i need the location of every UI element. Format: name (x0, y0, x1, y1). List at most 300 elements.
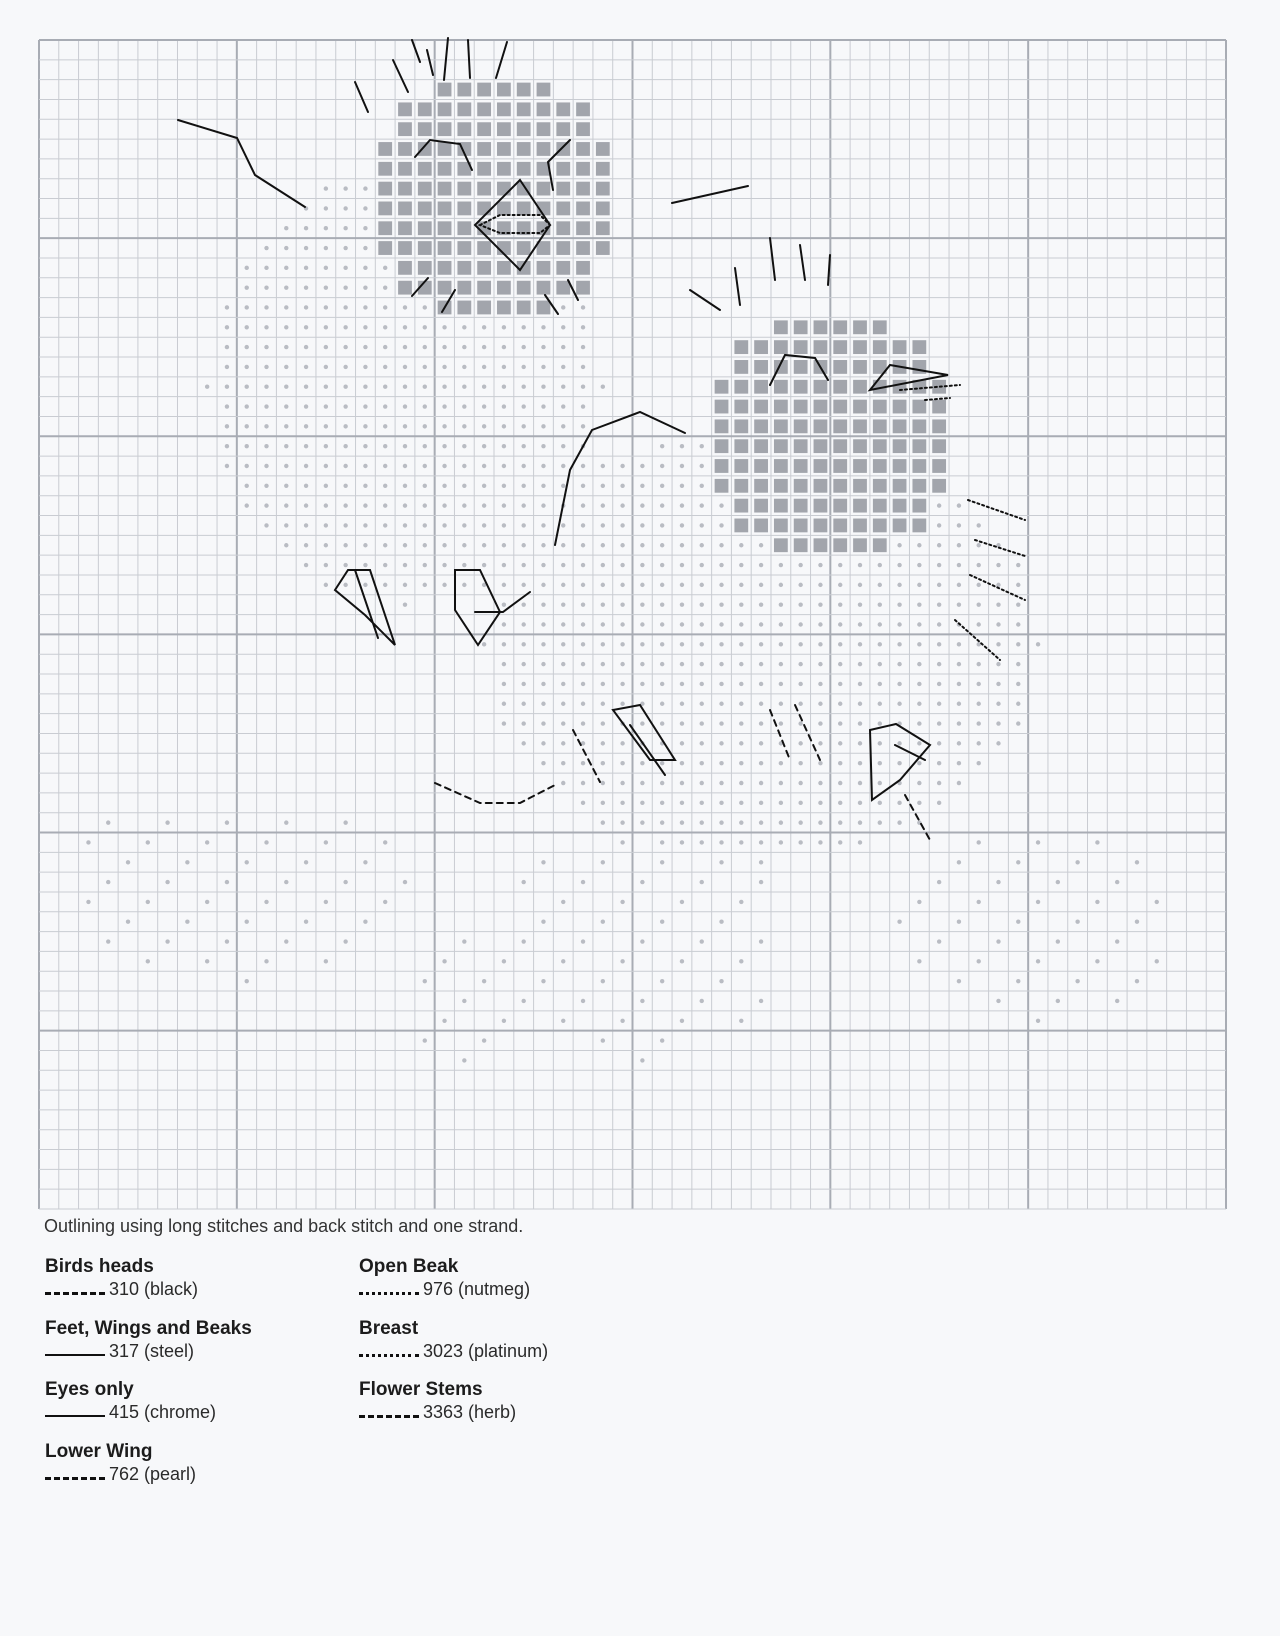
stitch-dot (719, 523, 723, 527)
stitch-dot (581, 721, 585, 725)
stitch-dot (937, 622, 941, 626)
stitch-dot (324, 266, 328, 270)
stitch-square (497, 142, 511, 156)
stitch-dot (502, 484, 506, 488)
stitch-square (537, 102, 551, 116)
stitch-dot (640, 464, 644, 468)
stitch-dot (798, 602, 802, 606)
stitch-square (715, 400, 729, 414)
stitch-dot (957, 721, 961, 725)
stitch-square (477, 261, 491, 275)
stitch-dot (1056, 999, 1060, 1003)
stitch-dot (423, 484, 427, 488)
stitch-dot (937, 682, 941, 686)
stitch-dot (640, 721, 644, 725)
stitch-dot (324, 285, 328, 289)
stitch-square (378, 221, 392, 235)
stitch-square (932, 400, 946, 414)
stitch-dot (363, 186, 367, 190)
stitch-dot (739, 801, 743, 805)
stitch-dot (759, 642, 763, 646)
stitch-dot (146, 900, 150, 904)
stitch-dot (225, 424, 229, 428)
stitch-dot (858, 662, 862, 666)
stitch-dot (937, 801, 941, 805)
stitch-dot (739, 602, 743, 606)
stitch-dot (264, 523, 268, 527)
stitch-dot (977, 622, 981, 626)
stitch-square (814, 459, 828, 473)
stitch-dot (996, 880, 1000, 884)
stitch-dot (897, 563, 901, 567)
backstitch-line (955, 500, 1025, 660)
stitch-dot (541, 325, 545, 329)
stitch-dot (581, 642, 585, 646)
stitch-dot (126, 860, 130, 864)
stitch-dot (343, 583, 347, 587)
stitch-dot (1095, 840, 1099, 844)
stitch-dot (878, 642, 882, 646)
stitch-square (814, 499, 828, 513)
stitch-dot (620, 741, 624, 745)
stitch-dot (561, 1019, 565, 1023)
stitch-dot (601, 583, 605, 587)
stitch-dot (759, 999, 763, 1003)
stitch-dot (521, 999, 525, 1003)
stitch-dot (640, 563, 644, 567)
stitch-dot (878, 682, 882, 686)
stitch-dot (561, 365, 565, 369)
stitch-dot (423, 345, 427, 349)
stitch-dot (561, 781, 565, 785)
stitch-square (873, 519, 887, 533)
stitch-dot (284, 444, 288, 448)
stitch-dot (482, 365, 486, 369)
stitch-square (556, 182, 570, 196)
stitch-square (418, 202, 432, 216)
stitch-dot (324, 840, 328, 844)
stitch-dot (897, 820, 901, 824)
stitch-dot (581, 583, 585, 587)
stitch-dot (363, 305, 367, 309)
stitch-dot (838, 721, 842, 725)
stitch-dot (739, 622, 743, 626)
stitch-dot (185, 860, 189, 864)
stitch-dot (383, 305, 387, 309)
stitch-dot (561, 702, 565, 706)
stitch-dot (620, 781, 624, 785)
stitch-dot (521, 721, 525, 725)
stitch-dot (878, 662, 882, 666)
stitch-dot (502, 503, 506, 507)
stitch-dot (640, 682, 644, 686)
stitch-square (596, 202, 610, 216)
stitch-dot (601, 682, 605, 686)
stitch-square (794, 519, 808, 533)
stitch-dot (462, 365, 466, 369)
stitch-dot (977, 741, 981, 745)
stitch-dot (917, 781, 921, 785)
stitch-square (517, 102, 531, 116)
stitch-dot (363, 503, 367, 507)
stitch-dot (442, 325, 446, 329)
stitch-square (873, 439, 887, 453)
stitch-dot (798, 583, 802, 587)
stitch-dot (818, 840, 822, 844)
stitch-dot (977, 721, 981, 725)
stitch-dot (739, 702, 743, 706)
stitch-dot (324, 226, 328, 230)
stitch-square (794, 320, 808, 334)
stitch-square (774, 459, 788, 473)
stitch-dot (541, 602, 545, 606)
stitch-dot (1135, 920, 1139, 924)
stitch-square (734, 419, 748, 433)
stitch-dot (660, 840, 664, 844)
stitch-dot (581, 801, 585, 805)
stitch-dot (977, 602, 981, 606)
stitch-dot (502, 721, 506, 725)
stitch-square (398, 261, 412, 275)
stitch-square (556, 122, 570, 136)
stitch-dot (818, 761, 822, 765)
stitch-dot (343, 503, 347, 507)
stitch-dot (343, 424, 347, 428)
stitch-square (774, 380, 788, 394)
stitch-dot (937, 662, 941, 666)
stitch-dot (858, 741, 862, 745)
stitch-square (576, 182, 590, 196)
stitch-square (912, 459, 926, 473)
stitch-dot (660, 563, 664, 567)
stitch-dot (779, 583, 783, 587)
stitch-dot (700, 702, 704, 706)
stitch-dot (739, 642, 743, 646)
stitch-dot (304, 325, 308, 329)
stitch-dot (858, 682, 862, 686)
stitch-square (794, 538, 808, 552)
stitch-dot (383, 345, 387, 349)
stitch-dot (423, 1038, 427, 1042)
stitch-square (814, 519, 828, 533)
stitch-dot (700, 682, 704, 686)
stitch-dot (798, 840, 802, 844)
stitch-square (794, 380, 808, 394)
stitch-dot (561, 444, 565, 448)
stitch-dot (225, 464, 229, 468)
stitch-dot (858, 702, 862, 706)
stitch-dot (957, 979, 961, 983)
stitch-square (398, 182, 412, 196)
stitch-square (853, 439, 867, 453)
stitch-dot (541, 424, 545, 428)
stitch-dot (423, 503, 427, 507)
stitch-square (477, 142, 491, 156)
stitch-dot (660, 781, 664, 785)
stitch-square (596, 241, 610, 255)
stitch-dot (284, 365, 288, 369)
stitch-square (853, 340, 867, 354)
stitch-square (378, 162, 392, 176)
stitch-dot (581, 662, 585, 666)
stitch-dot (1075, 920, 1079, 924)
stitch-dot (739, 662, 743, 666)
stitch-dot (1115, 939, 1119, 943)
stitch-dot (561, 602, 565, 606)
dotted-line-icon (359, 1292, 419, 1295)
stitch-dot (561, 900, 565, 904)
stitch-dot (324, 523, 328, 527)
stitch-dot (680, 900, 684, 904)
stitch-dot (620, 1019, 624, 1023)
stitch-dot (779, 721, 783, 725)
legend-title: Breast (359, 1318, 419, 1339)
stitch-dot (700, 563, 704, 567)
stitch-dot (957, 860, 961, 864)
stitch-dot (245, 464, 249, 468)
stitch-dot (700, 523, 704, 527)
stitch-dot (264, 385, 268, 389)
stitch-dot (878, 563, 882, 567)
stitch-dot (680, 543, 684, 547)
stitch-dot (719, 622, 723, 626)
stitch-square (517, 301, 531, 315)
stitch-square (853, 459, 867, 473)
solid-line-icon (45, 1354, 105, 1356)
stitch-square (418, 102, 432, 116)
stitch-square (873, 419, 887, 433)
stitch-dot (284, 325, 288, 329)
stitch-dot (363, 583, 367, 587)
stitch-dot (521, 642, 525, 646)
stitch-dot (660, 761, 664, 765)
stitch-square (457, 301, 471, 315)
stitch-square (833, 538, 847, 552)
stitch-square (457, 261, 471, 275)
stitch-square (517, 162, 531, 176)
solid-line-icon (45, 1415, 105, 1417)
stitch-dot (482, 484, 486, 488)
stitch-dot (957, 642, 961, 646)
stitch-dot (245, 325, 249, 329)
stitch-square (576, 281, 590, 295)
stitch-dot (937, 503, 941, 507)
stitch-square (477, 281, 491, 295)
stitch-square (774, 499, 788, 513)
stitch-dot (779, 840, 783, 844)
stitch-dot (284, 464, 288, 468)
stitch-square (833, 340, 847, 354)
stitch-dot (521, 523, 525, 527)
stitch-dot (284, 543, 288, 547)
stitch-dot (363, 920, 367, 924)
stitch-dot (581, 385, 585, 389)
stitch-square (497, 261, 511, 275)
stitch-square (774, 400, 788, 414)
stitch-dot (324, 365, 328, 369)
stitch-dot (462, 404, 466, 408)
stitch-dot (502, 583, 506, 587)
stitch-dot (937, 761, 941, 765)
stitch-dot (363, 543, 367, 547)
stitch-square (497, 83, 511, 97)
stitch-square (893, 400, 907, 414)
stitch-square (556, 162, 570, 176)
stitch-square (873, 340, 887, 354)
stitch-dot (680, 622, 684, 626)
stitch-square (517, 122, 531, 136)
stitch-square (754, 519, 768, 533)
stitch-dot (264, 444, 268, 448)
stitch-dot (897, 583, 901, 587)
legend-title: Flower Stems (359, 1379, 483, 1400)
backstitch-line (555, 412, 685, 545)
stitch-dot (640, 662, 644, 666)
stitch-dot (304, 563, 308, 567)
stitch-dot (700, 662, 704, 666)
stitch-dot (205, 385, 209, 389)
stitch-dot (581, 325, 585, 329)
legend-thread: 317 (steel) (109, 1341, 195, 1361)
stitch-dot (482, 424, 486, 428)
stitch-dot (700, 464, 704, 468)
stitch-dot (581, 682, 585, 686)
stitch-dot (818, 583, 822, 587)
stitch-square (754, 419, 768, 433)
stitch-dot (719, 820, 723, 824)
stitch-dot (719, 761, 723, 765)
stitch-dot (739, 1019, 743, 1023)
stitch-dot (521, 622, 525, 626)
stitch-dot (324, 206, 328, 210)
stitch-dot (878, 622, 882, 626)
stitch-dot (383, 543, 387, 547)
stitch-dot (660, 543, 664, 547)
stitch-square (774, 479, 788, 493)
stitch-dot (383, 900, 387, 904)
stitch-dot (601, 563, 605, 567)
stitch-dot (581, 464, 585, 468)
stitch-dot (660, 622, 664, 626)
stitch-dot (640, 801, 644, 805)
stitch-dot (917, 583, 921, 587)
stitch-dot (759, 880, 763, 884)
stitch-square (497, 162, 511, 176)
stitch-square (754, 479, 768, 493)
stitch-dot (502, 385, 506, 389)
stitch-dot (462, 523, 466, 527)
stitch-dot (482, 444, 486, 448)
stitch-dot (640, 761, 644, 765)
stitch-square (537, 83, 551, 97)
stitch-dot (798, 820, 802, 824)
stitch-dot (897, 642, 901, 646)
stitch-dot (442, 424, 446, 428)
stitch-square (853, 360, 867, 374)
stitch-dot (403, 404, 407, 408)
stitch-dot (719, 840, 723, 844)
stitch-dot (442, 523, 446, 527)
stitch-dot (521, 484, 525, 488)
stitch-dot (957, 781, 961, 785)
stitch-dot (838, 840, 842, 844)
stitch-square (398, 162, 412, 176)
stitch-dot (225, 365, 229, 369)
stitch-square (893, 340, 907, 354)
stitch-dot (304, 523, 308, 527)
stitch-square (734, 360, 748, 374)
legend-title: Lower Wing (45, 1441, 153, 1462)
stitch-square (438, 162, 452, 176)
stitch-dot (264, 840, 268, 844)
stitch-dot (917, 662, 921, 666)
stitch-dot (878, 761, 882, 765)
stitch-dot (442, 503, 446, 507)
stitch-dot (838, 563, 842, 567)
stitch-dot (541, 979, 545, 983)
stitch-dot (343, 484, 347, 488)
stitch-dot (541, 543, 545, 547)
stitch-dot (680, 682, 684, 686)
stitch-dot (798, 721, 802, 725)
stitch-dot (917, 543, 921, 547)
stitch-square (576, 202, 590, 216)
stitch-dot (818, 662, 822, 666)
stitch-dot (798, 682, 802, 686)
stitch-dot (264, 404, 268, 408)
stitch-dot (937, 642, 941, 646)
stitch-dot (996, 583, 1000, 587)
stitch-dot (403, 602, 407, 606)
stitch-dot (423, 523, 427, 527)
stitch-dot (541, 484, 545, 488)
stitch-dot (561, 682, 565, 686)
stitch-dot (324, 305, 328, 309)
stitch-dot (521, 365, 525, 369)
stitch-square (418, 261, 432, 275)
stitch-dot (561, 523, 565, 527)
stitch-dot (739, 840, 743, 844)
stitch-square (873, 538, 887, 552)
stitch-dot (343, 345, 347, 349)
stitch-dot (601, 801, 605, 805)
stitch-dot (403, 583, 407, 587)
stitch-dot (977, 642, 981, 646)
stitch-square (754, 360, 768, 374)
stitch-dot (541, 503, 545, 507)
stitch-dot (977, 583, 981, 587)
stitch-square (794, 340, 808, 354)
stitch-dot (818, 721, 822, 725)
stitch-dot (581, 503, 585, 507)
stitch-dot (264, 246, 268, 250)
stitch-dot (620, 583, 624, 587)
stitch-dot (1036, 840, 1040, 844)
stitch-dot (343, 246, 347, 250)
stitch-dot (1016, 702, 1020, 706)
stitch-dot (977, 959, 981, 963)
stitch-square (873, 479, 887, 493)
stitch-dot (917, 721, 921, 725)
stitch-dot (383, 404, 387, 408)
stitch-square (754, 459, 768, 473)
stitch-dot (640, 622, 644, 626)
stitch-dot (1115, 999, 1119, 1003)
stitch-dot (403, 385, 407, 389)
stitch-dot (759, 602, 763, 606)
stitch-square (596, 221, 610, 235)
stitch-square (715, 419, 729, 433)
